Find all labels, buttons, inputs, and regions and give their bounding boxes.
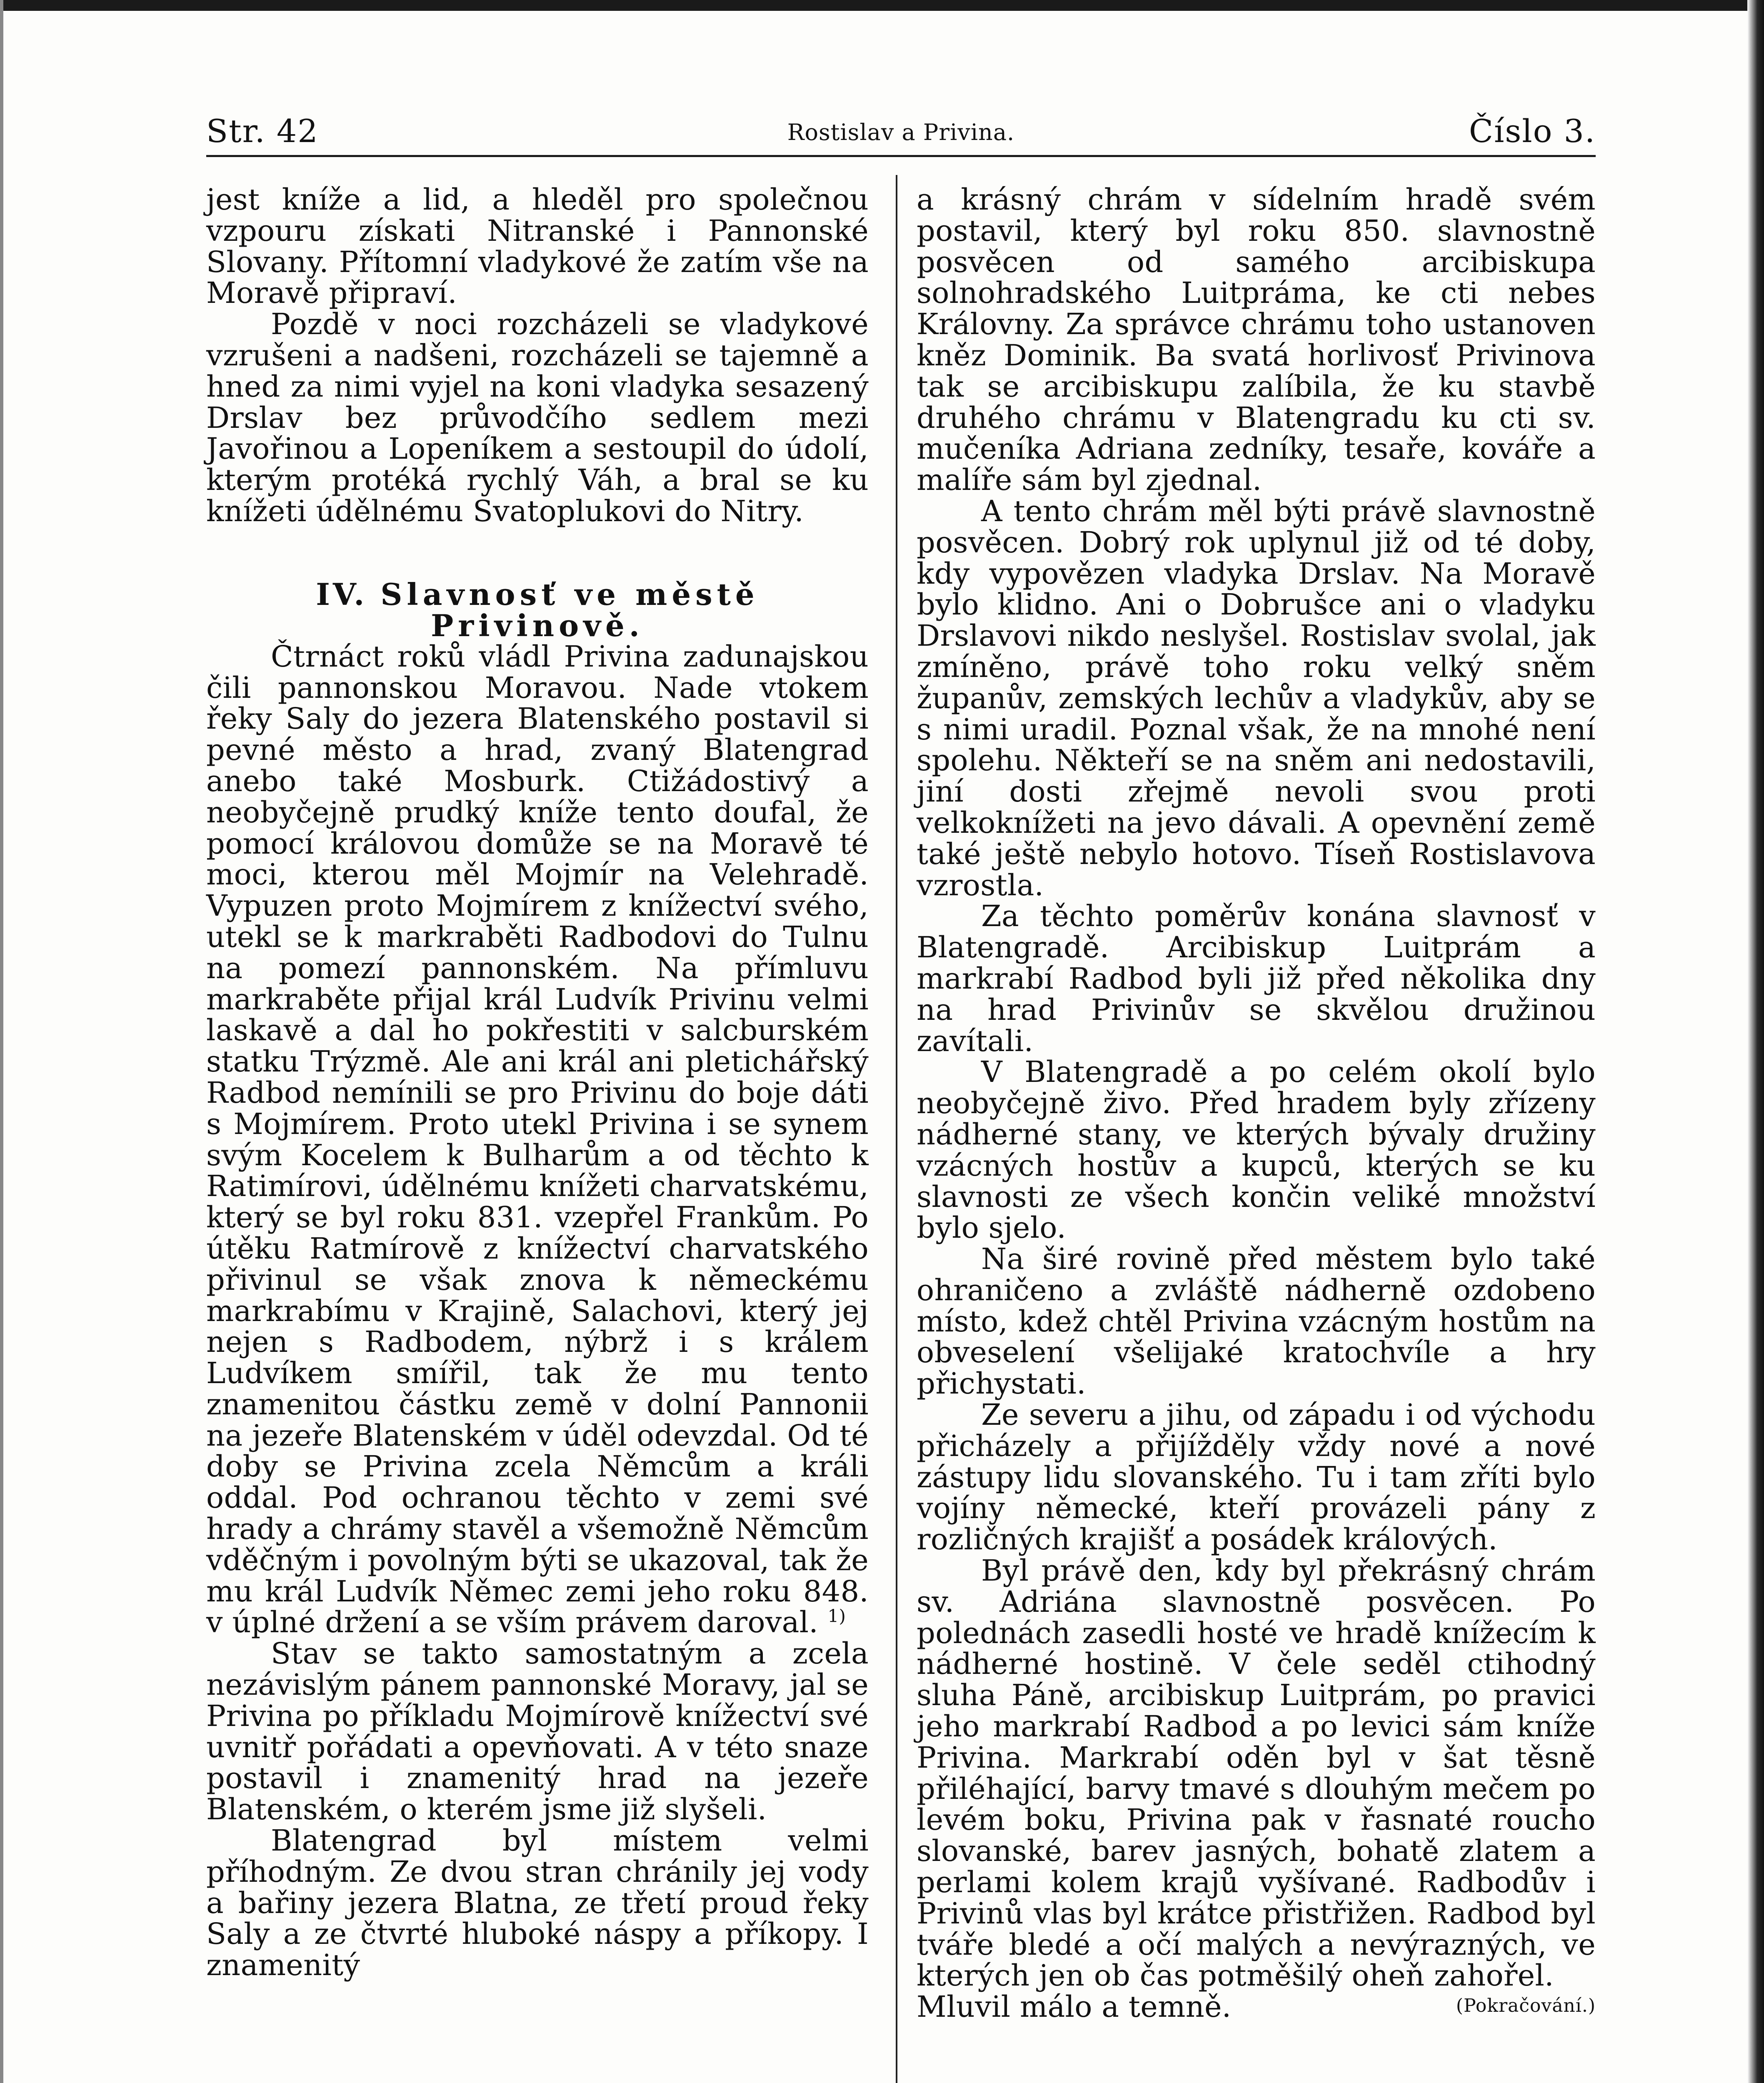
- continued-note: (Pokračování.): [1456, 1995, 1596, 2017]
- section-heading: [206, 527, 869, 641]
- paragraph: a krásný chrám v sídelním hradě svém postavil, který byl roku 850. slavnostně posvěcen od samého arcibiskupa solnohradského Luitpráma, ke cti nebes Královny. Za správce chrámu toho ustanoven kněz Dominik. Ba svatá horlivosť Privinova tak se arcibiskupu zalíbila, že ku stavbě druhého chrámu v Blatengradu ku cti sv. mučeníka Adriana zedníky, tesaře, kováře a malíře sám byl zjednal.: [917, 182, 1596, 497]
- paragraph: V Blatengradě a po celém okolí bylo neobyčejně živo. Před hradem byly zřízeny nádherné stany, ve kterých bývaly družiny vzácných hostův a kupců, kterých se ku slavnosti ze všech končin veliké množství bylo sjelo.: [917, 1055, 1596, 1245]
- paragraph: Blatengrad byl místem velmi příhodným. Ze dvou stran chránily jej vody a bařiny jezera Blatna, ze třetí proud řeky Saly a ze čtvrté hluboké náspy a příkopy. I znamenitý: [206, 1823, 869, 1983]
- left-column: [206, 184, 869, 1981]
- column-divider: [896, 175, 897, 2083]
- header-rule: [206, 155, 1596, 157]
- footnote-reference: 1): [827, 1606, 846, 1627]
- paragraph-text: Čtrnáct roků vládl Privina zadunajskou čili pannonskou Moravou. Nade vtokem řeky Saly do jezera Blatenského postavil si pevné město a hrad, zvaný Blatengrad anebo také Mosburk. Ctižádostivý a neobyčejně prudký kníže tento doufal, že pomocí královou domůže se na Moravě té moci, kterou měl Mojmír na Velehradě. Vypuzen proto Mojmírem z knížectví svého, utekl se k markraběti Radbodovi do Tulnu na pomezí pannonském. Na přímluvu markraběte přijal král Ludvík Privinu velmi laskavě a dal ho pokřestiti v salcburském statku Trýzmě. Ale ani král ani pletichářský Radbod nemínili se pro Privinu do boje dáti s Mojmírem. Proto utekl Privina i se synem svým Kocelem k Bulharům a od těchto k Ratimírovi, údělnému knížeti charvatskému, který se byl roku 831. vzepřel Frankům. Po útěku Ratmírově z knížectví charvatského přivinul se však znova k německému markrabímu v Krajině, Salachovi, který jej nejen s Radbodem, nýbrž i s králem Ludvíkem smířil, tak že mu tento znamenitou částku země v dolní Pannonii na jezeře Blatenském v úděl odevzdal. Od té doby se Privina zcela Němcům a králi oddal. Pod ochranou těchto v zemi své hrady a chrámy stavěl a všemožně Němcům vděčným i povolným býti se ukazoval, tak že mu král Ludvík Němec zemi jeho roku 848. v úplné držení a se vším právem daroval.: [206, 639, 869, 1640]
- paragraph: [206, 641, 869, 1638]
- paragraph: A tento chrám měl býti právě slavnostně posvěcen. Dobrý rok uplynul již od té doby, kdy vypovězen vladyka Drslav. Na Moravě bylo klidno. Ani o Dobrušce ani o vladyku Drslavovi nikdo neslyšel. Rostislav svolal, jak zmíněno, právě toho roku velký sněm županův, zemských lechův a vladykův, aby se s nimi uradil. Poznal však, že na mnohé není spolehu. Někteří se na sněm ani nedostavili, jiní dosti zřejmě nevoli svou proti velkoknížeti na jevo dávali. A opevnění země také ještě nebylo hotovo. Tíseň Rostislavova vzrostla.: [917, 494, 1596, 902]
- running-header: [206, 112, 1596, 150]
- issue-number: Číslo 3.: [1469, 112, 1596, 150]
- section-title: Slavnosť ve městě Privinově.: [380, 576, 759, 643]
- paragraph: Stav se takto samostatným a zcela nezávislým pánem pannonské Moravy, jal se Privina po příkladu Mojmírově knížectví své uvnitř pořádati a opevňovati. A v této snaze postavil i znamenitý hrad na jezeře Blatenském, o kterém jsme již slyšeli.: [206, 1636, 869, 1827]
- page-number: Str. 42: [206, 112, 319, 150]
- paragraph: Za těchto poměrův konána slavnosť v Blatengradě. Arcibiskup Luitprám a markrabí Radbod byli již před několika dny na hrad Privinův se skvělou družinou zavítali.: [917, 899, 1596, 1058]
- right-column: [917, 184, 1596, 2023]
- paragraph: Byl právě den, kdy byl překrásný chrám sv. Adriána slavnostně posvěcen. Po polednách zasedli hosté ve hradě knížecím k nádherné hostině. V čele seděl ctihodný sluha Páně, arcibiskup Luitprám, po pravici jeho markrabí Radbod a po levici sám kníže Privina. Markrabí oděn byl v šat těsně přiléhající, barvy tmavé s dlouhým mečem po levém boku, Privina pak v řasnaté roucho slovanské, barev jasných, bohatě zlatem a perlami kolem krajů vyšívané. Radbodův i Privinů vlas byl krátce přistřižen. Radbod byl tváře bledé a očí malých a nevýrazných, ve kterých jen ob čas potměšilý oheň zahořel.: [917, 1554, 1596, 1993]
- paragraph: Pozdě v noci rozcházeli se vladykové vzrušeni a nadšeni, rozcházeli se tajemně a hned za nimi vyjel na koni vladyka sesazený Drslav bez průvodčího sedlem mezi Javořinou a Lopeníkem a sestoupil do údolí, kterým protéká rychlý Váh, a bral se ku knížeti údělnému Svatoplukovi do Nitry.: [206, 307, 869, 528]
- scan-edge-top: [0, 0, 1764, 11]
- paragraph: jest kníže a lid, a hleděl pro společnou vzpouru získati Nitranské i Pannonské Slovany. Přítomní vladykové že zatím vše na Moravě připraví.: [206, 182, 869, 310]
- scan-edge-left: [0, 0, 3, 2083]
- scan-edge-right: [1747, 0, 1764, 2083]
- paragraph: Na širé rovině před městem bylo také ohraničeno a zvláště nádherně ozdobeno místo, kdež chtěl Privina vzácným hostům na obveselení všelijaké kratochvíle a hry přichystati.: [917, 1242, 1596, 1401]
- paragraph-last-line: [917, 1991, 1596, 2023]
- running-title: Rostislav a Privina.: [787, 119, 1015, 145]
- paragraph-text: Mluvil málo a temně.: [917, 1990, 1232, 2024]
- paragraph: Ze severu a jihu, od západu i od východu přicházely a přijížděly vždy nové a nové zástupy lidu slovanského. Tu i tam zříti bylo vojíny německé, kteří provázeli pány z rozličných krajišť a posádek králových.: [917, 1398, 1596, 1557]
- section-number: IV.: [316, 576, 367, 612]
